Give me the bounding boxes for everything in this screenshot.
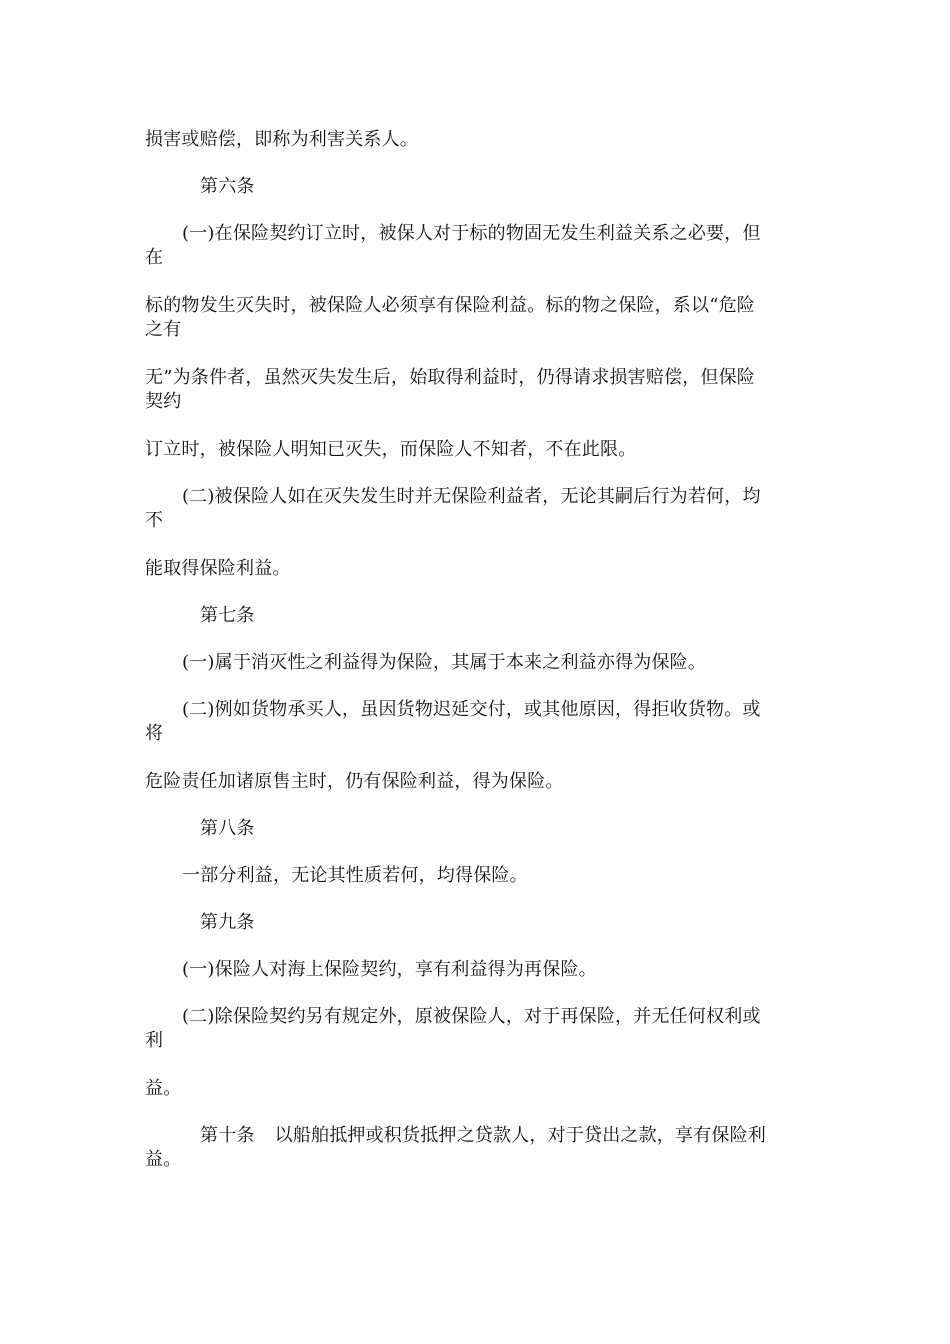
text-line: 损害或赔偿，即称为利害关系人。	[145, 129, 418, 150]
text-line: (一)属于消灭性之利益得为保险，其属于本来之利益亦得为保险。	[182, 652, 707, 673]
text-line: 不	[145, 510, 164, 531]
text-line: 一部分利益，无论其性质若何，均得保险。	[182, 865, 528, 886]
article-heading: 第十条	[200, 1125, 255, 1146]
article-text: 以船舶抵押或积货抵押之贷款人，对于贷出之款，享有保险利	[274, 1125, 767, 1146]
text-line: (一)在保险契约订立时，被保人对于标的物固无发生利益关系之必要，但	[182, 223, 761, 244]
text-line: 能取得保险利益。	[145, 558, 291, 579]
text-line: 契约	[145, 391, 182, 412]
text-line: 益。	[145, 1149, 182, 1170]
text-line: 标的物发生灭失时，被保险人必须享有保险利益。标的物之保险，系以“危险	[145, 295, 755, 316]
text-line: 无”为条件者，虽然灭失发生后，始取得利益时，仍得请求损害赔偿，但保险	[145, 367, 755, 388]
text-line: (二)除保险契约另有规定外，原被保险人，对于再保险，并无任何权利或	[182, 1006, 761, 1027]
article-line	[200, 1124, 766, 1148]
article-heading: 第八条	[200, 818, 255, 839]
article-heading: 第七条	[200, 605, 255, 626]
text-line: 将	[145, 723, 164, 744]
text-line: (二)例如货物承买人，虽因货物迟延交付，或其他原因，得拒收货物。或	[182, 699, 761, 720]
text-line: 在	[145, 247, 164, 268]
text-line: 益。	[145, 1078, 182, 1099]
text-line: 之有	[145, 319, 182, 340]
article-heading: 第九条	[200, 912, 255, 933]
text-line: (一)保险人对海上保险契约，享有利益得为再保险。	[182, 959, 597, 980]
article-heading: 第六条	[200, 176, 255, 197]
text-line: 利	[145, 1030, 164, 1051]
text-line: 危险责任加诸原售主时，仍有保险利益，得为保险。	[145, 771, 564, 792]
text-line: (二)被保险人如在灭失发生时并无保险利益者，无论其嗣后行为若何，均	[182, 486, 761, 507]
text-line: 订立时，被保险人明知已灭失，而保险人不知者，不在此限。	[145, 439, 637, 460]
